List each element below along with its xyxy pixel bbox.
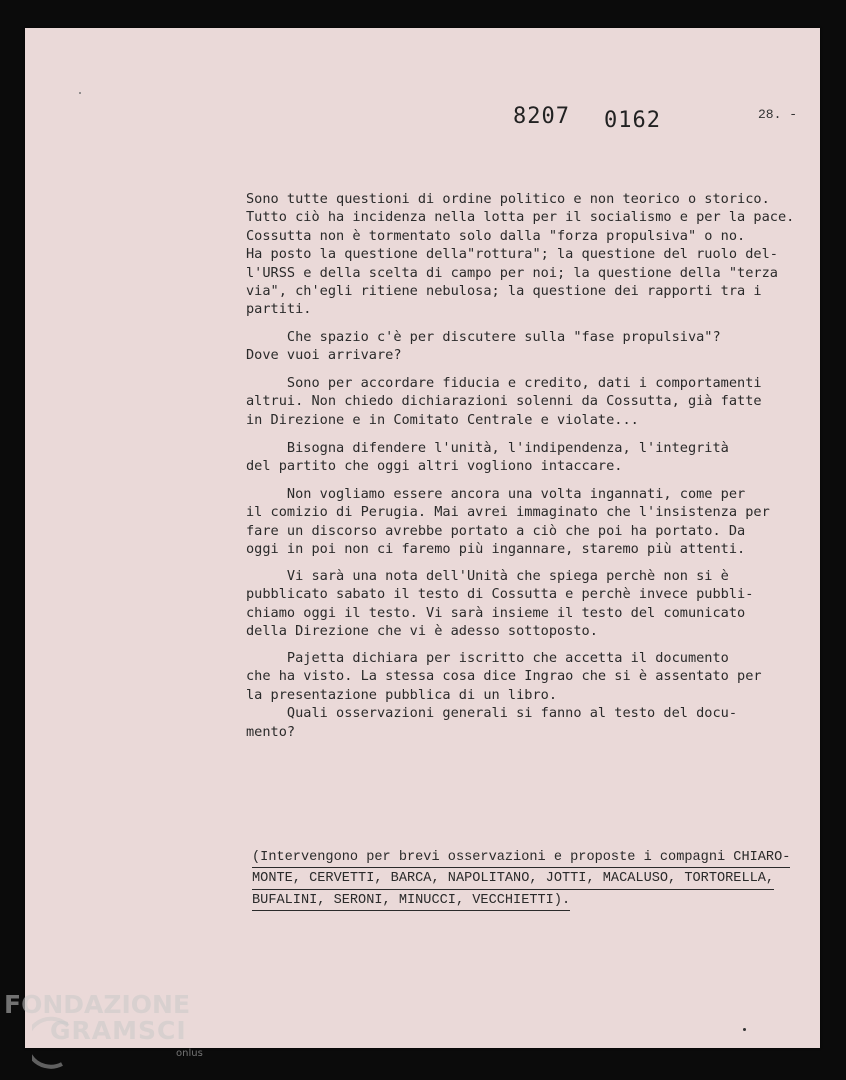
fondazione-gramsci-watermark	[4, 990, 224, 1080]
watermark-line-1: FONDAZIONE	[4, 990, 191, 1019]
interventions-line-2: MONTE, CERVETTI, BARCA, NAPOLITANO, JOTTI, MACALUSO, TORTORELLA,	[252, 870, 774, 889]
interventions-note	[252, 849, 790, 913]
paragraph-3: Sono per accordare fiducia e credito, dati i comportamenti altrui. Non chiedo dichiarazioni solenni da Cossutta, già fatte in Direzione e in Comitato Centrale e violate...	[246, 375, 762, 428]
paper-speck	[79, 92, 81, 94]
watermark-line-3: onlus	[176, 1048, 203, 1059]
paragraph-1: Sono tutte questioni di ordine politico e non teorico o storico. Tutto ciò ha incidenza nella lotta per il socialismo e per la pace. Cossutta non è tormentato solo dalla "forza propulsiva" o no. Ha posto la questione della"rottura"; la questione del ruolo del- l'URSS e della scelta di campo per noi; la questione della "terza via", ch'egli ritiene nebulosa; la questione dei rapporti tra i partiti.	[246, 191, 795, 318]
watermark-line-2: GRAMSCI	[50, 1016, 187, 1045]
paragraph-5: Non vogliamo essere ancora una volta ingannati, come per il comizio di Perugia. Mai avrei immaginato che l'insistenza per fare un discorso avrebbe portato a ciò che poi ha portato. Da oggi in poi non ci faremo più ingannare, staremo più attenti.	[246, 486, 770, 558]
interventions-line-1: (Intervengono per brevi osservazioni e proposte i compagni CHIARO-	[252, 849, 790, 868]
paragraph-7: Pajetta dichiara per iscritto che accetta il documento che ha visto. La stessa cosa dice Ingrao che si è assentato per la presentazione pubblica di un libro. Quali osservazioni generali si fanno al testo del docu- mento?	[246, 650, 762, 740]
paragraph-4: Bisogna difendere l'unità, l'indipendenza, l'integrità del partito che oggi altri vogliono intaccare.	[246, 440, 729, 475]
paper-dot	[743, 1028, 746, 1031]
page-number: 28. -	[758, 107, 798, 122]
interventions-line-3: BUFALINI, SERONI, MINUCCI, VECCHIETTI).	[252, 892, 570, 911]
paragraph-6: Vi sarà una nota dell'Unità che spiega perchè non si è pubblicato sabato il testo di Cossutta e perchè invece pubbli- chiamo oggi il testo. Vi sarà insieme il testo del comunicato della Direzione che vi è adesso sottoposto.	[246, 568, 754, 640]
archive-code-2: 0162	[604, 108, 661, 133]
archive-code-1: 8207	[513, 104, 570, 129]
paragraph-2: Che spazio c'è per discutere sulla "fase propulsiva"? Dove vuoi arrivare?	[246, 329, 721, 364]
